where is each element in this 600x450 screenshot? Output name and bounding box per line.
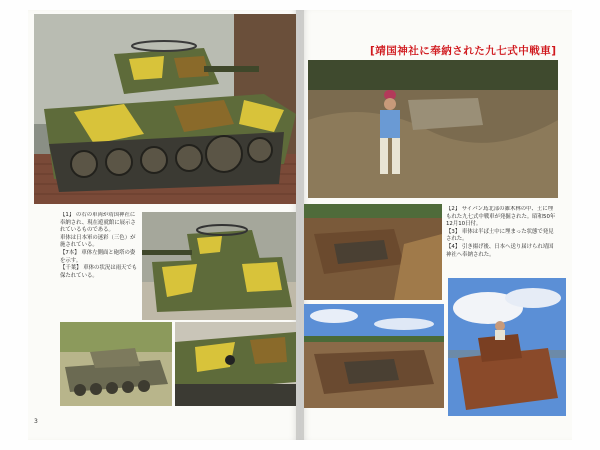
left-caption-line: 【1】 の右の車両が靖国神社に奉納され、現在遊就館に展示されているものである。 xyxy=(60,212,136,234)
right-caption-line: 【2】 サイパン島北部の雑木林の中、土に埋もれた九七式中戦車が発掘された。昭和50年12月10日付。 xyxy=(446,206,556,228)
outdoor-tank-photo xyxy=(60,322,172,406)
page-number: 3 xyxy=(34,418,38,425)
article-title: [靖国神社に奉納された九七式中戦車] xyxy=(370,45,557,57)
man-with-buried-tank-photo xyxy=(308,60,558,198)
museum-tank-photo xyxy=(34,14,296,204)
left-caption-text xyxy=(60,212,140,314)
excavation-site-photo xyxy=(304,204,442,300)
left-caption-line: 【7本】 車体左側面と砲塔の姿を示す。 xyxy=(60,249,136,264)
pit-excavation-photo xyxy=(304,304,444,408)
tank-turret-closeup-photo xyxy=(142,212,296,320)
right-caption-text xyxy=(446,206,558,286)
left-caption-line: 車体は日本軍の迷彩（三色）が施されている。 xyxy=(60,234,136,249)
right-caption-line: 【3】 車体は半ば土中に埋まった状態で発見された。 xyxy=(446,228,554,243)
tank-side-detail-photo xyxy=(175,322,296,406)
rusted-tank-photo xyxy=(448,278,566,416)
left-caption-line: 【千葉】 車体の状況は雨天でも保たれている。 xyxy=(60,265,138,279)
right-caption-line: 【4】 引き揚げ後、日本へ送り届けられ靖国神社へ奉納された。 xyxy=(446,243,554,258)
page-gutter xyxy=(296,10,304,440)
